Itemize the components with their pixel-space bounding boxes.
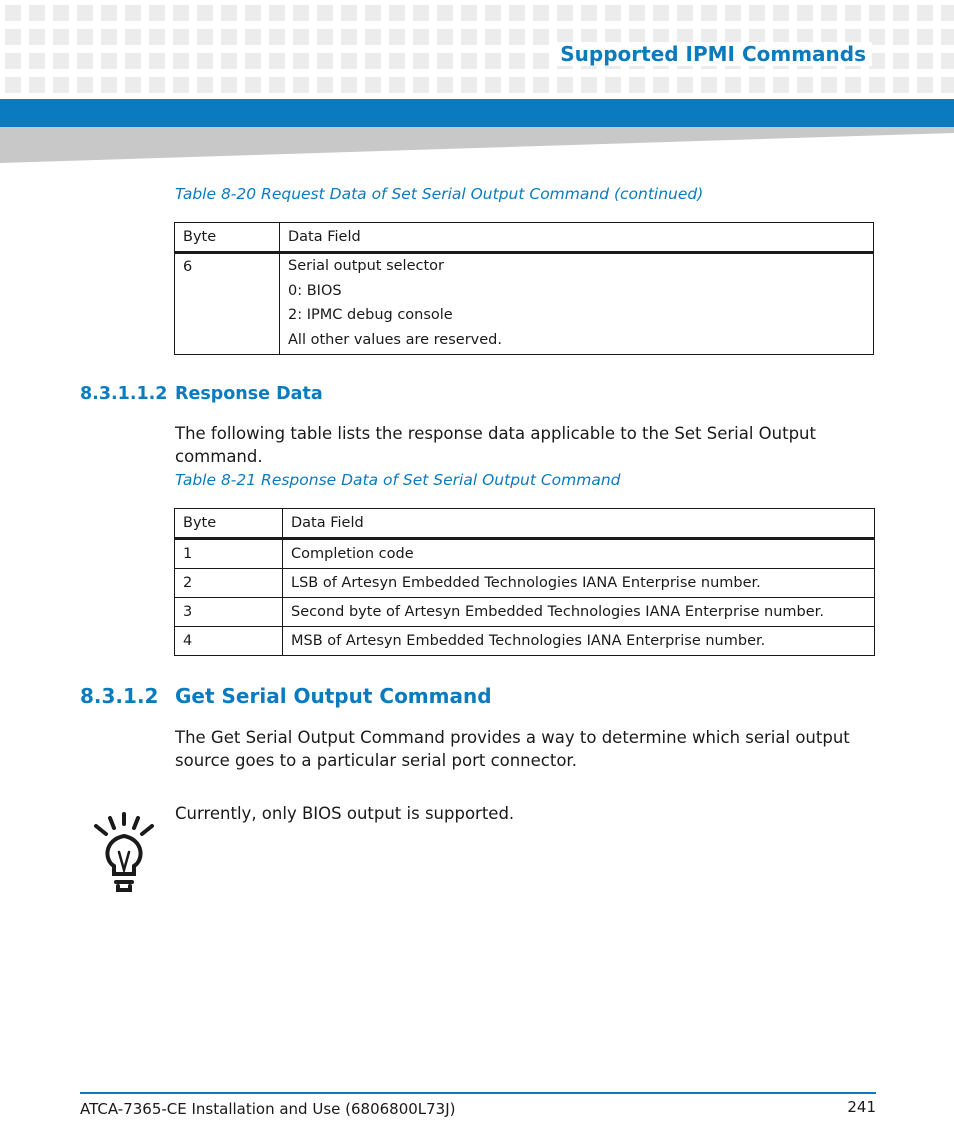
header-pattern-cell xyxy=(149,53,165,69)
header-pattern-cell xyxy=(53,53,69,69)
header-pattern-cell xyxy=(437,29,453,45)
header-pattern-cell xyxy=(461,29,477,45)
byte-cell: 4 xyxy=(175,627,283,656)
header-pattern-cell xyxy=(605,5,621,21)
header-pattern-cell xyxy=(173,53,189,69)
header-pattern-cell xyxy=(845,5,861,21)
header-pattern-cell xyxy=(317,5,333,21)
table-row xyxy=(175,598,875,627)
header-pattern-cell xyxy=(269,29,285,45)
header-pattern-cell xyxy=(821,77,837,93)
header-pattern-cell xyxy=(53,5,69,21)
section-body: The Get Serial Output Command provides a way to determine which serial output source goes to a particular serial port connector. xyxy=(175,728,850,770)
footer-rule xyxy=(80,1092,876,1094)
header-pattern-cell xyxy=(317,77,333,93)
header-pattern-cell xyxy=(773,5,789,21)
header-pattern-cell xyxy=(125,53,141,69)
header-pattern-cell xyxy=(869,5,885,21)
header-pattern-cell xyxy=(5,29,21,45)
header-pattern-cell xyxy=(413,53,429,69)
header-pattern-cell xyxy=(509,53,525,69)
section-title: Response Data xyxy=(175,384,323,404)
header-pattern-cell xyxy=(485,77,501,93)
header-pattern-cell xyxy=(77,77,93,93)
header-pattern-cell xyxy=(269,77,285,93)
header-pattern-cell xyxy=(245,53,261,69)
byte-cell: 6 xyxy=(175,253,280,355)
header-pattern-cell xyxy=(461,77,477,93)
header-pattern-cell xyxy=(653,5,669,21)
header-pattern-cell xyxy=(533,53,549,69)
header-pattern-cell xyxy=(725,5,741,21)
header-pattern-cell xyxy=(893,77,909,93)
header-pattern-cell xyxy=(221,5,237,21)
header-pattern-cell xyxy=(509,5,525,21)
header-pattern-cell xyxy=(341,29,357,45)
column-header-byte: Byte xyxy=(175,509,283,539)
header-pattern-cell xyxy=(653,77,669,93)
header-pattern-cell xyxy=(797,5,813,21)
table-header-row xyxy=(175,223,874,253)
header-pattern-cell xyxy=(197,53,213,69)
header-pattern-cell xyxy=(485,29,501,45)
header-pattern-cell xyxy=(629,5,645,21)
header-pattern-cell xyxy=(53,77,69,93)
data-field-cell: Completion code xyxy=(283,539,875,569)
header-pattern-cell xyxy=(125,29,141,45)
header-pattern-cell xyxy=(605,77,621,93)
header-pattern-cell xyxy=(149,5,165,21)
header-pattern-cell xyxy=(125,77,141,93)
data-field-cell: Second byte of Artesyn Embedded Technologies IANA Enterprise number. xyxy=(283,598,875,627)
lightbulb-icon xyxy=(92,810,156,894)
header-pattern-cell xyxy=(365,77,381,93)
header-pattern-cell xyxy=(461,5,477,21)
header-pattern-cell xyxy=(749,77,765,93)
header-pattern-cell xyxy=(197,29,213,45)
header-pattern-cell xyxy=(5,77,21,93)
header-pattern-cell xyxy=(365,29,381,45)
request-data-table xyxy=(174,222,874,355)
header-pattern-cell xyxy=(197,77,213,93)
header-pattern-cell xyxy=(77,5,93,21)
column-header-data-field: Data Field xyxy=(280,223,874,253)
header-pattern-cell xyxy=(29,53,45,69)
section-heading-get-serial-output xyxy=(80,684,492,708)
header-pattern-cell xyxy=(293,77,309,93)
header-pattern-cell xyxy=(341,53,357,69)
table-caption: Table 8-21 Response Data of Set Serial Output Command xyxy=(175,471,621,489)
header-pattern-cell xyxy=(893,5,909,21)
header-pattern-cell xyxy=(5,5,21,21)
header-pattern-cell xyxy=(197,5,213,21)
header-pattern-cell xyxy=(173,77,189,93)
header-pattern-cell xyxy=(29,77,45,93)
table-row xyxy=(175,569,875,598)
column-header-byte: Byte xyxy=(175,223,280,253)
header-pattern-cell xyxy=(485,5,501,21)
header-pattern-cell xyxy=(797,77,813,93)
header-pattern-cell xyxy=(533,77,549,93)
header-pattern-cell xyxy=(917,29,933,45)
header-pattern-cell xyxy=(917,5,933,21)
header-pattern-cell xyxy=(413,77,429,93)
section-heading-response-data xyxy=(80,384,323,404)
header-pattern-cell xyxy=(53,29,69,45)
header-pattern-cell xyxy=(77,53,93,69)
byte-cell: 3 xyxy=(175,598,283,627)
data-field-line: 2: IPMC debug console xyxy=(288,307,453,323)
header-pattern-cell xyxy=(941,77,954,93)
header-pattern-cell xyxy=(581,5,597,21)
header-pattern-cell xyxy=(437,77,453,93)
header-pattern-cell xyxy=(221,53,237,69)
header-pattern-cell xyxy=(533,5,549,21)
header-pattern-cell xyxy=(893,53,909,69)
header-pattern-cell xyxy=(101,77,117,93)
header-pattern-cell xyxy=(269,5,285,21)
header-pattern-cell xyxy=(749,5,765,21)
header-pattern-cell xyxy=(917,53,933,69)
response-data-table xyxy=(174,508,875,656)
header-pattern-cell xyxy=(917,77,933,93)
header-pattern-cell xyxy=(173,29,189,45)
note-text: Currently, only BIOS output is supported. xyxy=(175,804,515,823)
data-field-cell xyxy=(280,253,874,355)
header-band xyxy=(0,99,954,127)
header-pattern-cell xyxy=(581,77,597,93)
header-pattern-cell xyxy=(557,5,573,21)
table-row xyxy=(175,539,875,569)
header-pattern-cell xyxy=(77,29,93,45)
header-pattern-cell xyxy=(701,5,717,21)
table-header-row xyxy=(175,509,875,539)
byte-cell: 2 xyxy=(175,569,283,598)
header-pattern-cell xyxy=(29,5,45,21)
header-pattern-cell xyxy=(941,5,954,21)
header-pattern-cell xyxy=(677,77,693,93)
header-pattern-cell xyxy=(101,5,117,21)
header-pattern-cell xyxy=(245,29,261,45)
column-header-data-field: Data Field xyxy=(283,509,875,539)
header-pattern-cell xyxy=(437,5,453,21)
header-pattern-cell xyxy=(389,77,405,93)
header-pattern-cell xyxy=(29,29,45,45)
header-pattern-cell xyxy=(869,77,885,93)
header-pattern-cell xyxy=(725,77,741,93)
header-pattern-cell xyxy=(461,53,477,69)
header-pattern-cell xyxy=(389,53,405,69)
data-field-line: Serial output selector xyxy=(288,258,444,274)
header-pattern-cell xyxy=(533,29,549,45)
footer-document-title: ATCA-7365-CE Installation and Use (6806800L73J) xyxy=(80,1100,456,1118)
header-pattern-cell xyxy=(293,5,309,21)
header-pattern-cell xyxy=(101,29,117,45)
page-number: 241 xyxy=(847,1098,876,1116)
header-pattern-cell xyxy=(5,53,21,69)
byte-cell: 1 xyxy=(175,539,283,569)
data-field-line: 0: BIOS xyxy=(288,282,342,299)
header-pattern-cell xyxy=(245,77,261,93)
header-pattern-cell xyxy=(269,53,285,69)
header-pattern-cell xyxy=(845,77,861,93)
header-pattern-cell xyxy=(437,53,453,69)
header-pattern-cell xyxy=(293,53,309,69)
header-pattern-cell xyxy=(293,29,309,45)
header-pattern-cell xyxy=(509,77,525,93)
table-row xyxy=(175,253,874,355)
table-row xyxy=(175,627,875,656)
section-number: 8.3.1.1.2 xyxy=(80,384,168,404)
header-pattern-cell xyxy=(365,53,381,69)
header-pattern-cell xyxy=(677,5,693,21)
header-pattern-cell xyxy=(413,29,429,45)
section-intro: The following table lists the response data applicable to the Set Serial Output command. xyxy=(175,424,816,466)
header-pattern-cell xyxy=(941,29,954,45)
data-field-line: All other values are reserved. xyxy=(288,331,502,348)
header-pattern-cell xyxy=(941,53,954,69)
header-wedge xyxy=(0,127,954,163)
header-pattern-cell xyxy=(365,5,381,21)
header-pattern-cell xyxy=(125,5,141,21)
header-pattern-cell xyxy=(341,5,357,21)
data-field-cell: LSB of Artesyn Embedded Technologies IANA Enterprise number. xyxy=(283,569,875,598)
header-pattern-cell xyxy=(341,77,357,93)
header-pattern-cell xyxy=(557,77,573,93)
header-pattern-cell xyxy=(485,53,501,69)
header-pattern-cell xyxy=(221,77,237,93)
header-pattern-cell xyxy=(101,53,117,69)
running-header-title: Supported IPMI Commands xyxy=(554,42,872,66)
header-pattern-cell xyxy=(317,53,333,69)
header-pattern-cell xyxy=(773,77,789,93)
section-title: Get Serial Output Command xyxy=(175,684,492,708)
header-pattern-cell xyxy=(149,29,165,45)
header-pattern-cell xyxy=(221,29,237,45)
header-pattern-cell xyxy=(701,77,717,93)
header-pattern-cell xyxy=(821,5,837,21)
header-pattern-cell xyxy=(149,77,165,93)
header-pattern-cell xyxy=(893,29,909,45)
table-caption: Table 8-20 Request Data of Set Serial Output Command (continued) xyxy=(175,185,704,203)
data-field-cell: MSB of Artesyn Embedded Technologies IANA Enterprise number. xyxy=(283,627,875,656)
header-pattern-cell xyxy=(173,5,189,21)
header-pattern-cell xyxy=(389,5,405,21)
header-pattern-cell xyxy=(509,29,525,45)
header-pattern-cell xyxy=(629,77,645,93)
section-number: 8.3.1.2 xyxy=(80,684,159,708)
header-pattern-cell xyxy=(245,5,261,21)
header-pattern-cell xyxy=(317,29,333,45)
header-pattern-cell xyxy=(389,29,405,45)
header-pattern-cell xyxy=(413,5,429,21)
